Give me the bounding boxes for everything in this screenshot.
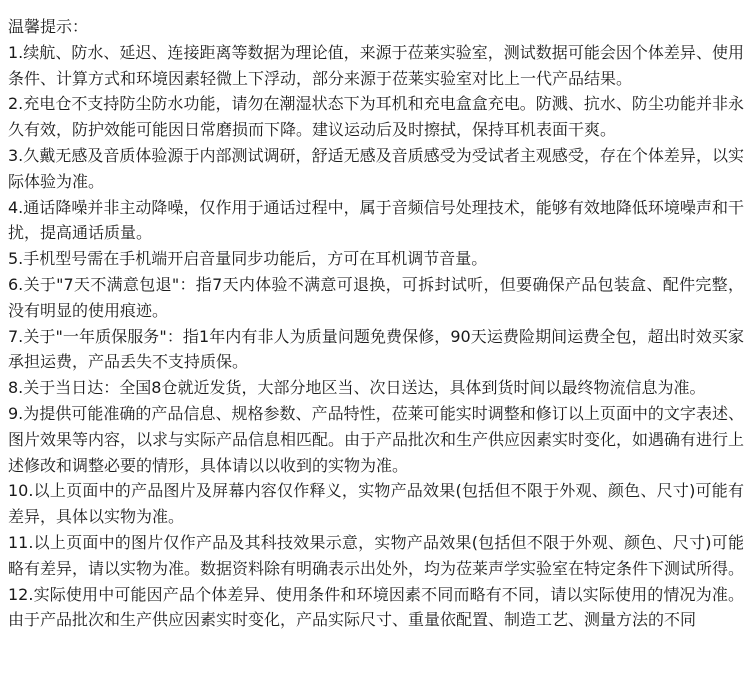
notice-item-text: 以上页面中的产品图片及屏幕内容仅作释义，实物产品效果(包括但不限于外观、颜色、尺寸)可能有差异，具体以实物为准。 xyxy=(8,481,744,527)
notice-item-11 xyxy=(8,530,744,582)
notice-item-number: 2. xyxy=(8,94,24,114)
notice-item-5 xyxy=(8,246,744,272)
notice-title: 温馨提示： xyxy=(8,17,89,36)
notice-item-text: 通话降噪并非主动降噪，仅作用于通话过程中，属于音频信号处理技术，能够有效地降低环境噪声和干扰，提高通话质量。 xyxy=(8,197,744,243)
notice-item-text: 以上页面中的图片仅作产品及其科技效果示意，实物产品效果(包括但不限于外观、颜色、尺寸)可能略有差异，请以实物为准。数据资料除有明确表示出处外，均为莅莱声学实验室在特定条件下测试所得。 xyxy=(8,532,745,578)
notice-item-8 xyxy=(8,375,744,401)
notice-item-text: 关于"7天不满意包退"：指7天内体验不满意可退换，可拆封试听，但要确保产品包装盒、配件完整，没有明显的使用痕迹。 xyxy=(8,274,744,320)
notice-item-number: 9. xyxy=(8,403,24,423)
notice-item-number: 11. xyxy=(8,532,34,552)
notice-item-number: 4. xyxy=(8,197,24,217)
notice-item-6 xyxy=(8,272,744,324)
notice-item-12 xyxy=(8,582,744,634)
notice-item-text: 实际使用中可能因产品个体差异、使用条件和环境因素不同而略有不同，请以实际使用的情况为准。由于产品批次和生产供应因素实时变化，产品实际尺寸、重量依配置、制造工艺、测量方法的不同 xyxy=(8,584,744,630)
notice-item-text: 手机型号需在手机端开启音量同步功能后，方可在耳机调节音量。 xyxy=(23,249,488,269)
notice-item-number: 12. xyxy=(8,584,34,604)
notice-item-10 xyxy=(8,478,744,530)
notice-item-number: 1. xyxy=(8,42,24,62)
notice-item-3 xyxy=(8,143,744,195)
notice-panel xyxy=(8,14,744,633)
notice-item-number: 3. xyxy=(8,145,24,165)
notice-item-number: 10. xyxy=(8,481,34,501)
notice-item-1 xyxy=(8,40,744,92)
notice-item-text: 为提供可能准确的产品信息、规格参数、产品特性，莅莱可能实时调整和修订以上页面中的文字表述、图片效果等内容，以求与实际产品信息相匹配。由于产品批次和生产供应因素实时变化，如遇确有进行上述修改和调整必要的情形，具体请以以收到的实物为准。 xyxy=(8,403,745,475)
notice-item-2 xyxy=(8,91,744,143)
notice-item-text: 关于"一年质保服务"：指1年内有非人为质量问题免费保修，90天运费险期间运费全包，超出时效买家承担运费，产品丢失不支持质保。 xyxy=(8,326,744,372)
notice-item-text: 充电仓不支持防尘防水功能，请勿在潮湿状态下为耳机和充电盒盒充电。防溅、抗水、防尘功能并非永久有效，防护效能可能因日常磨损而下降。建议运动后及时擦拭，保持耳机表面干爽。 xyxy=(8,94,744,140)
notice-item-text: 续航、防水、延迟、连接距离等数据为理论值，来源于莅莱实验室，测试数据可能会因个体差异、使用条件、计算方式和环境因素轻微上下浮动，部分来源于莅莱实验室对比上一代产品结果。 xyxy=(8,42,744,88)
notice-item-text: 关于当日达：全国8仓就近发货，大部分地区当、次日送达，具体到货时间以最终物流信息为准。 xyxy=(23,378,706,398)
notice-item-4 xyxy=(8,195,744,247)
notice-item-7 xyxy=(8,324,744,376)
notice-list xyxy=(8,40,744,633)
notice-item-number: 7. xyxy=(8,326,24,346)
notice-item-number: 6. xyxy=(8,274,24,294)
notice-item-number: 8. xyxy=(8,378,24,398)
notice-item-text: 久戴无感及音质体验源于内部测试调研，舒适无感及音质感受为受试者主观感受，存在个体差异，以实际体验为准。 xyxy=(8,145,744,191)
notice-item-9 xyxy=(8,401,744,478)
notice-item-number: 5. xyxy=(8,249,24,269)
